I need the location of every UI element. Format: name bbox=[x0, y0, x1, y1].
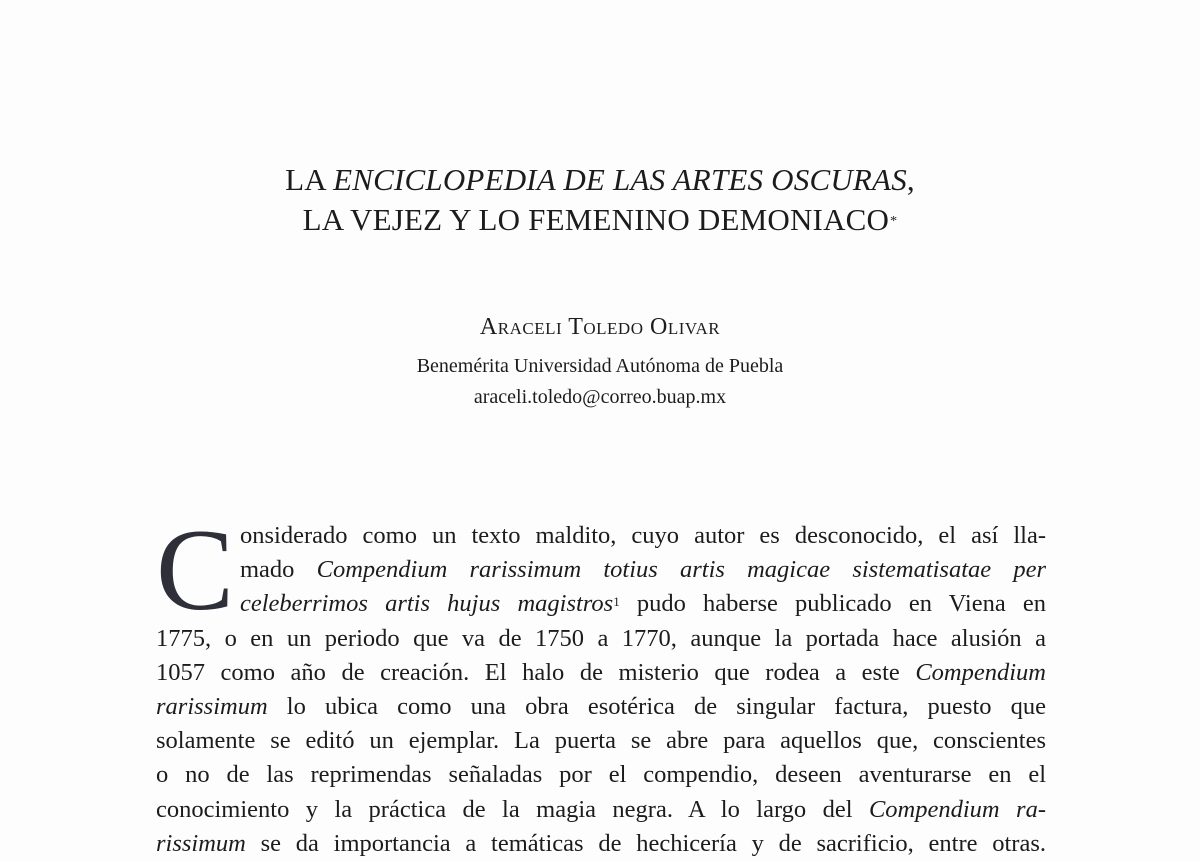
italic-title-run: rissimum bbox=[156, 829, 246, 857]
text-run: 1057 como año de creación. El halo de misterio que rodea a este bbox=[156, 658, 916, 686]
text-line bbox=[156, 758, 1046, 792]
text-line bbox=[156, 622, 1046, 656]
text-line bbox=[156, 690, 1046, 724]
footnote-marker[interactable]: * bbox=[890, 214, 898, 229]
text-run: mado bbox=[240, 556, 317, 584]
text-run: pudo haberse publicado en Viena en bbox=[619, 590, 1046, 618]
author-name-part: raceli bbox=[497, 314, 563, 340]
author-email[interactable]: araceli.toledo@correo.buap.mx bbox=[473, 386, 727, 408]
italic-title-run: Compendium ra- bbox=[868, 795, 1046, 823]
title-comma: , bbox=[906, 162, 915, 197]
body-paragraph bbox=[156, 506, 1047, 861]
author-name-part: livar bbox=[667, 314, 721, 340]
text-run: solamente se editó un ejemplar. La puerta se abre para aquellos que, conscientes bbox=[156, 727, 1046, 755]
text-line bbox=[240, 519, 1046, 553]
title-line-2 bbox=[0, 200, 1200, 240]
title-italic-text: ENCICLOPEDIA DE LAS ARTES OSCURAS bbox=[333, 162, 907, 197]
text-run: lo ubica como una obra esotérica de singular factura, puesto que bbox=[267, 692, 1046, 720]
article-title bbox=[0, 160, 1200, 240]
text-run: 1775, o en un periodo que va de 1750 a 1770, aunque la portada hace alusión a bbox=[156, 624, 1046, 652]
italic-title-run: Compendium rarissimum totius artis magicae sistematisatae per bbox=[316, 556, 1047, 584]
text-line bbox=[156, 827, 1046, 861]
author-name-part: oledo bbox=[583, 314, 644, 340]
author-affiliation: Benemérita Universidad Autónoma de Puebla bbox=[416, 355, 784, 377]
author-name bbox=[0, 311, 1200, 343]
text-run: conocimiento y la práctica de la magia negra. A lo largo del bbox=[156, 795, 869, 823]
title-text-2: LA VEJEZ Y LO FEMENINO DEMONIACO bbox=[302, 202, 890, 237]
text-run: o no de las reprimendas señaladas por el compendio, deseen aventurarse en el bbox=[156, 761, 1046, 789]
title-text: LA bbox=[285, 162, 334, 197]
text-line bbox=[156, 724, 1046, 758]
text-run: onsiderado como un texto maldito, cuyo autor es desconocido, el así lla- bbox=[240, 522, 1046, 549]
italic-title-run: Compendium bbox=[915, 658, 1046, 686]
text-line bbox=[240, 553, 1046, 587]
text-line bbox=[240, 587, 1046, 621]
text-line bbox=[156, 656, 1046, 690]
text-line bbox=[156, 793, 1046, 827]
text-run: se da importancia a temáticas de hechicería y de sacrificio, entre otras. bbox=[245, 829, 1046, 857]
footnote-marker[interactable]: 1 bbox=[613, 594, 620, 610]
italic-title-run: celeberrimos artis hujus magistros bbox=[240, 590, 614, 618]
author-initial: A bbox=[479, 314, 498, 340]
drop-cap: C bbox=[156, 506, 235, 635]
author-initial: T bbox=[568, 314, 584, 340]
italic-title-run: rarissimum bbox=[156, 692, 268, 720]
title-line-1 bbox=[0, 160, 1200, 200]
author-initial: O bbox=[650, 314, 668, 340]
